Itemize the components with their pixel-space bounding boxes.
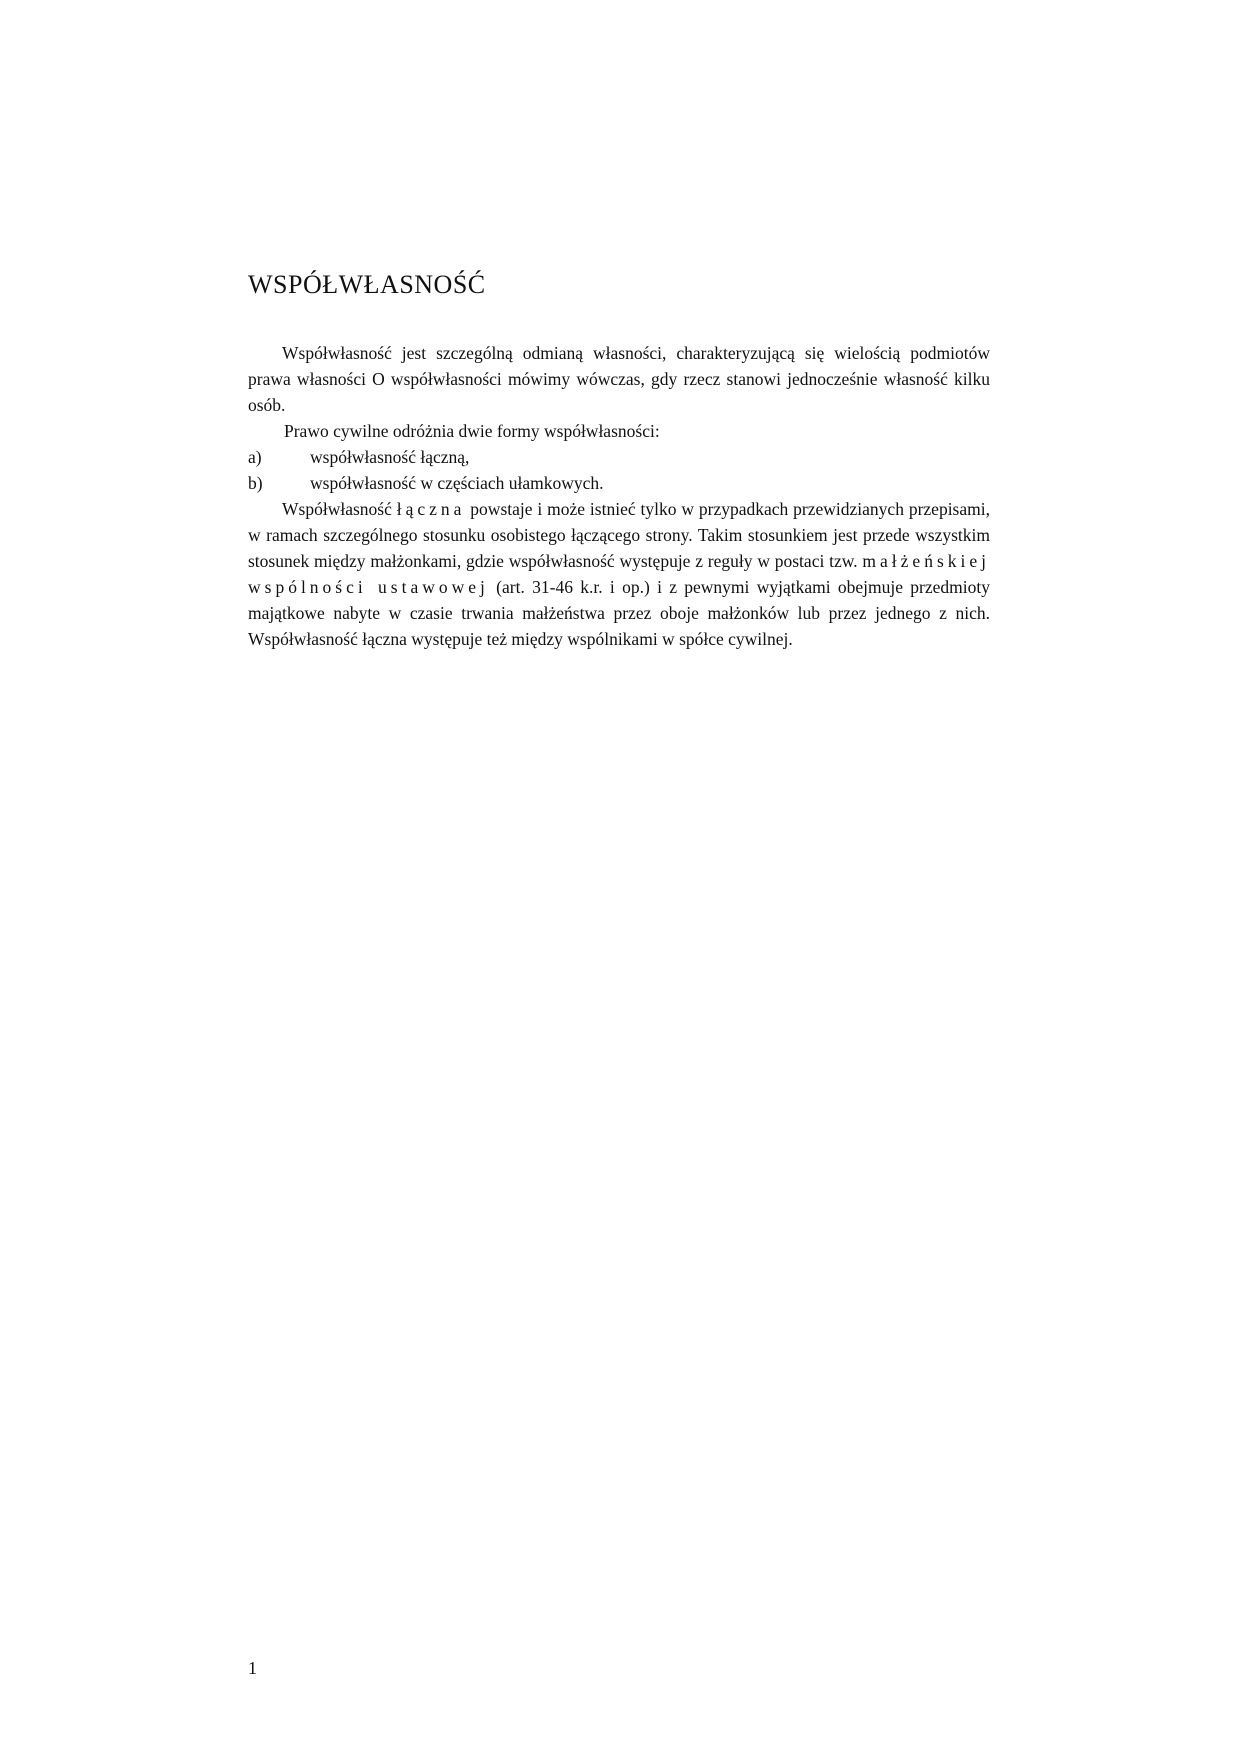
- emphasized-term: łączna: [396, 499, 466, 519]
- paragraph-text: Współwłasność: [282, 499, 397, 519]
- page-number: 1: [248, 1658, 257, 1678]
- paragraph-definition: Współwłasność jest szczególną odmianą własności, charakteryzującą się wielością podmiotów prawa własności O współwłasności mówimy wówczas, gdy rzecz stanowi jednocześnie własność kilku osób.: [248, 343, 990, 415]
- document-body: [248, 340, 990, 652]
- emphasized-term: małżeńskiej wspólności ustawowej: [248, 551, 990, 597]
- paragraph-forms-intro: Prawo cywilne odróżnia dwie formy współwłasności:: [284, 421, 660, 441]
- paragraph-text: (art. 31-46 k.r. i op.) i z pewnymi wyjątkami obejmuje przedmioty majątkowe nabyte w czasie trwania małżeństwa przez oboje małżonków lub przez jednego z nich. Współwłasność łączna występuje też między wspólnikami w spółce cywilnej.: [248, 577, 990, 649]
- list-item-a: [248, 444, 990, 470]
- paragraph-joint-ownership: [248, 496, 990, 652]
- list-marker: b): [248, 473, 263, 493]
- list-marker: a): [248, 447, 262, 467]
- list-item-b: [248, 470, 990, 496]
- document-title: WSPÓŁWŁASNOŚĆ: [248, 270, 486, 299]
- list-item-text: współwłasność w częściach ułamkowych.: [310, 473, 604, 493]
- list-item-text: współwłasność łączną,: [310, 447, 470, 467]
- paragraph-text: powstaje i może istnieć tylko w przypadkach przewidzianych przepisami, w ramach szczególnego stosunku osobistego łączącego strony. Takim stosunkiem jest przede wszystkim stosunek między małżonkami, gdzie współwłasność występuje z reguły w postaci tzw.: [248, 499, 990, 571]
